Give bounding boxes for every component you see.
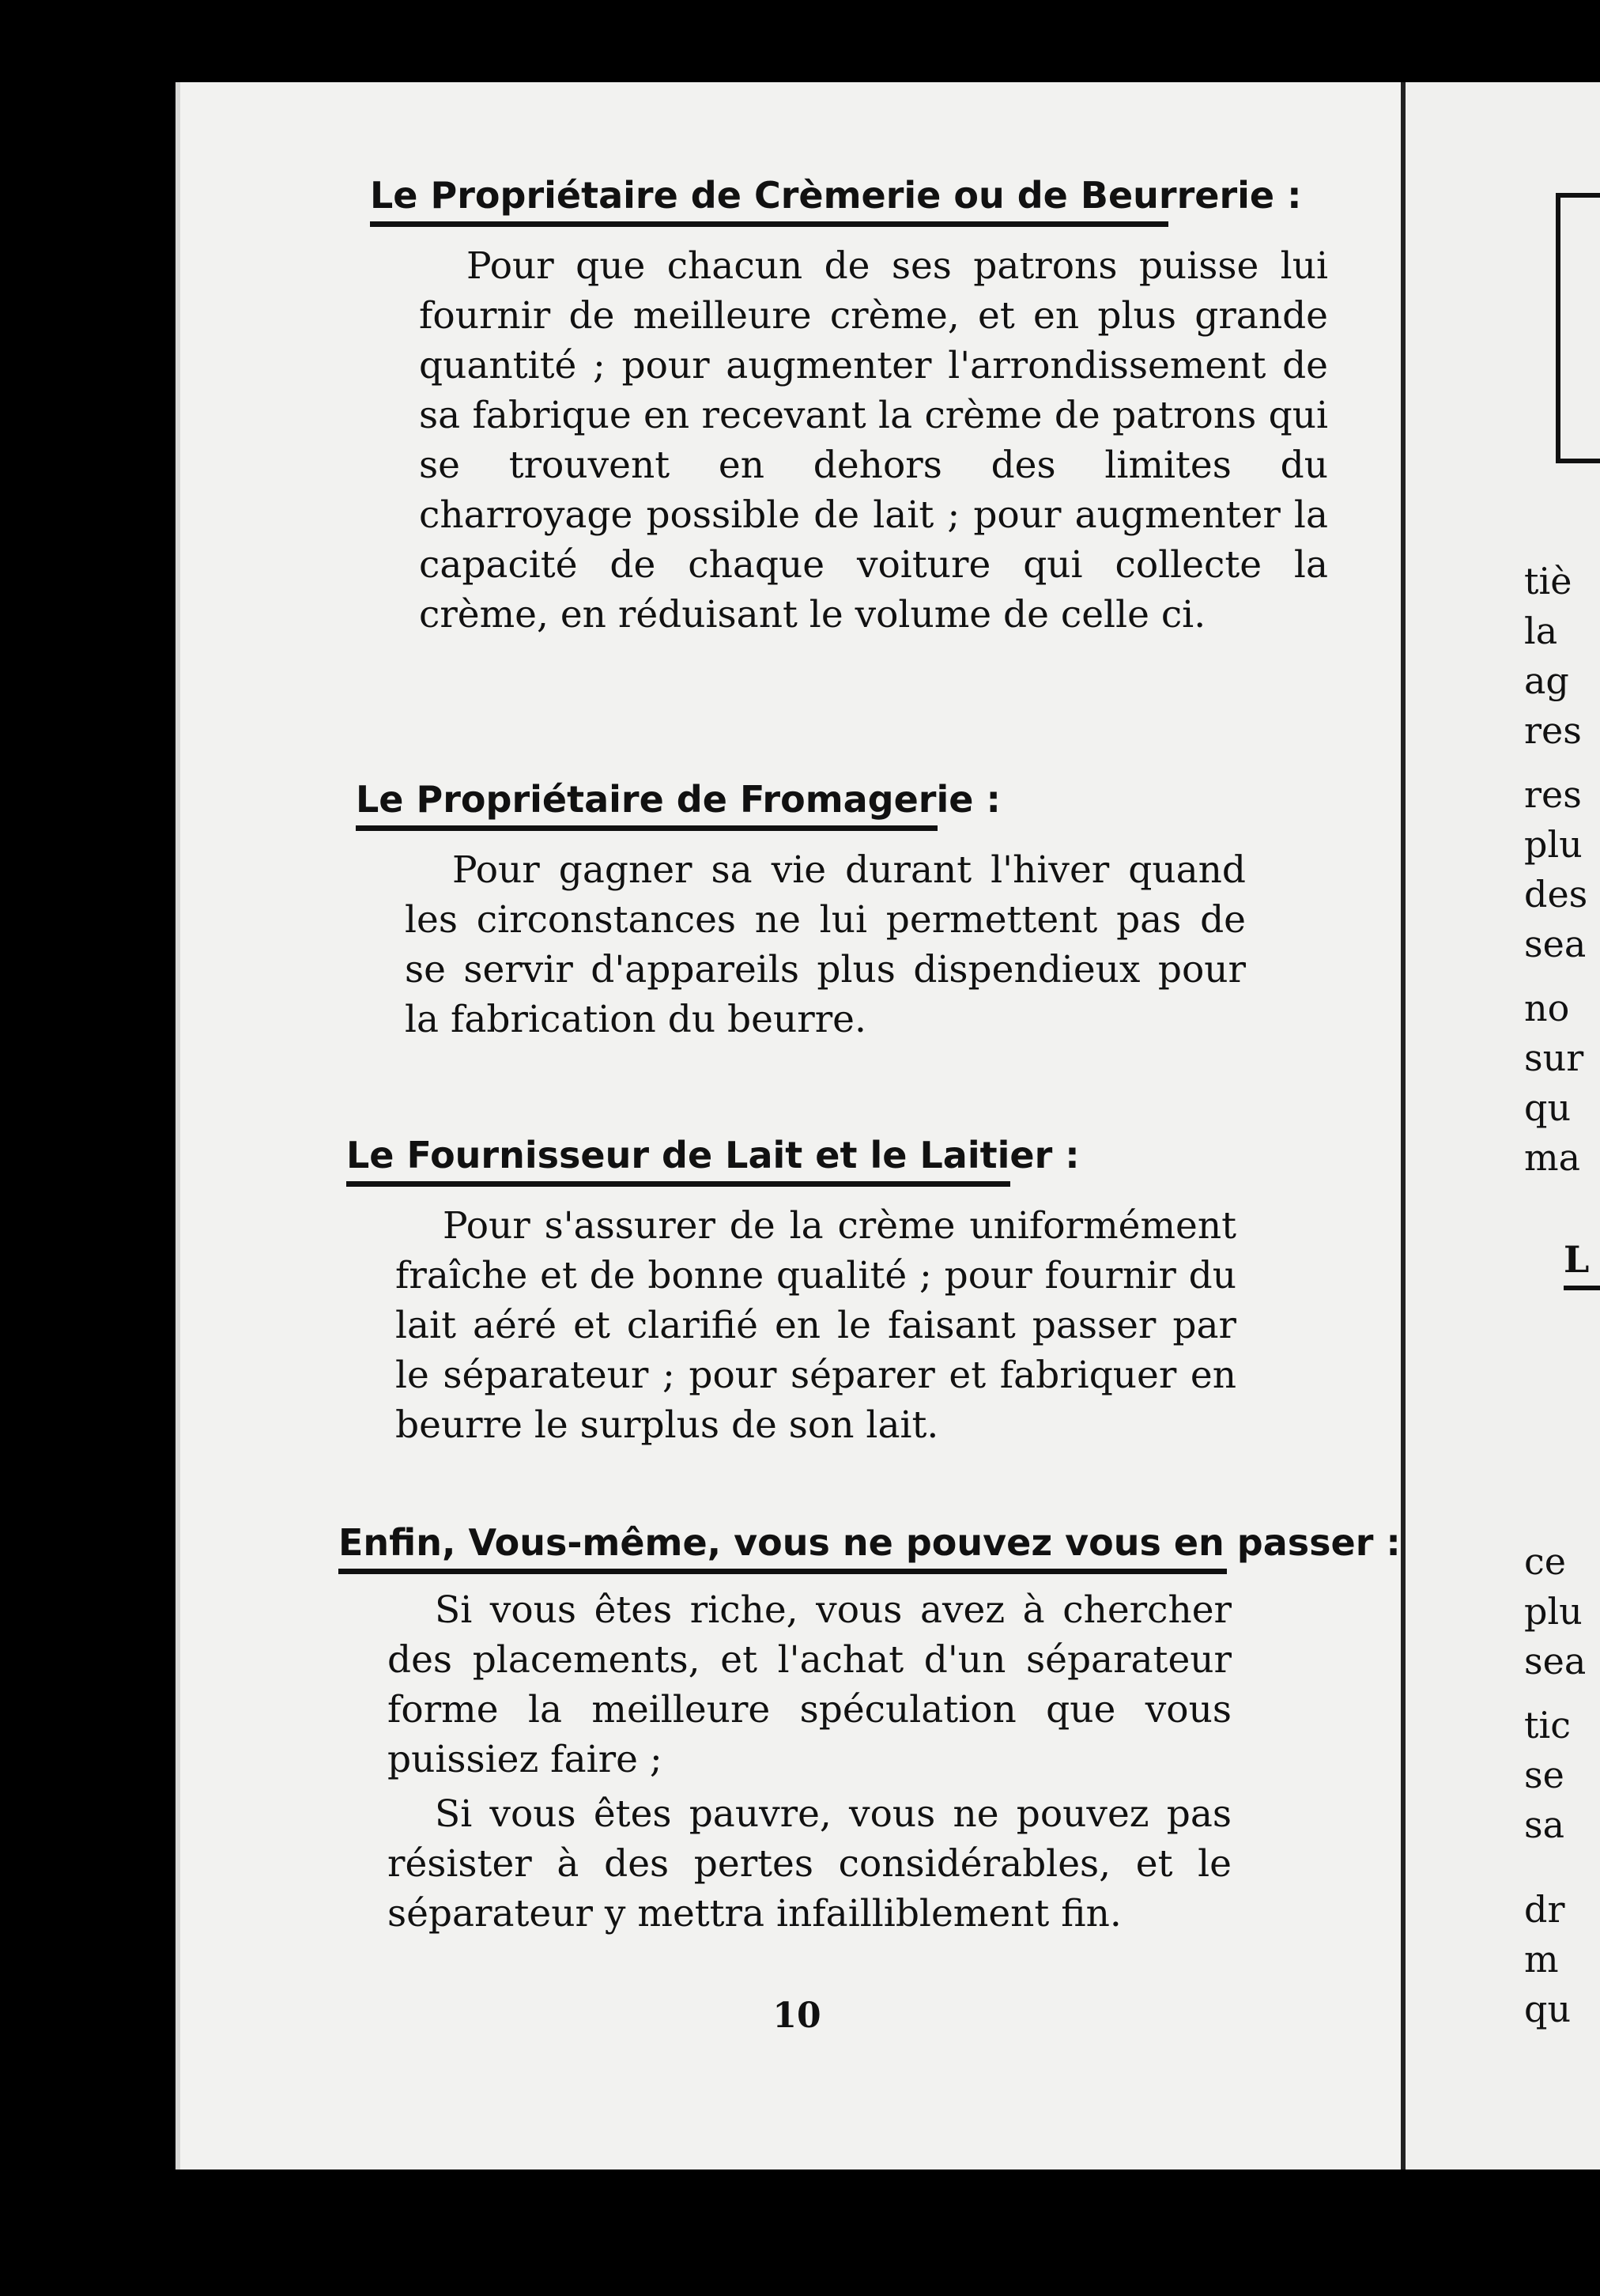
section-paragraph: Si vous êtes riche, vous avez à chercher des placements, et l'achat d'un séparateur forme la meilleure spéculation que vous puissiez faire ; (387, 1588, 1232, 1781)
text-fragment: la (1524, 610, 1558, 652)
text-fragment: des (1524, 873, 1588, 916)
text-fragment: res (1524, 773, 1582, 816)
text-fragment: res (1524, 709, 1582, 752)
text-fragment: no (1524, 987, 1570, 1029)
section-fromagerie (356, 778, 1447, 1044)
section-vous-meme (338, 1521, 1429, 1939)
text-fragment: ma (1524, 1136, 1581, 1179)
text-fragment: sea (1524, 1640, 1587, 1682)
section-paragraph: Si vous êtes pauvre, vous ne pouvez pas résister à des pertes considérables, et le séparateur y mettra infailliblement fin. (387, 1792, 1232, 1935)
left-page (175, 82, 1413, 2169)
text-fragment: plu (1524, 823, 1583, 866)
text-fragment: L (1564, 1238, 1590, 1281)
section-heading: Le Propriétaire de Crèmerie ou de Beurrerie : (370, 174, 1168, 227)
text-fragment: m (1524, 1938, 1559, 1981)
text-fragment: tiè (1524, 560, 1572, 602)
text-fragment: ce (1524, 1540, 1566, 1583)
section-heading: Enfin, Vous-même, vous ne pouvez vous en passer : (338, 1521, 1227, 1574)
section-cremerie (370, 174, 1461, 640)
section-paragraph: Pour gagner sa vie durant l'hiver quand les circonstances ne lui permettent pas de se servir d'appareils plus dispendieux pour la fabrication du beurre. (405, 848, 1246, 1041)
text-fragment: sea (1524, 923, 1587, 965)
section-paragraph: Pour que chacun de ses patrons puisse lui fournir de meilleure crème, et en plus grande quantité ; pour augmenter l'arrondissement de sa fabrique en recevant la crème de patrons qui se trouvent en dehors des limites du charroyage possible de lait ; pour augmenter la capacité de chaque voiture qui collecte la crème, en réduisant le volume de celle ci. (419, 244, 1328, 636)
text-fragment: sa (1524, 1803, 1565, 1846)
text-fragment: qu (1524, 1988, 1572, 2030)
text-fragment: se (1524, 1754, 1564, 1796)
text-fragment: dr (1524, 1888, 1565, 1931)
text-fragment: plu (1524, 1590, 1583, 1633)
section-paragraph: Pour s'assurer de la crème uniformément fraîche et de bonne qualité ; pour fournir du lait aéré et clarifié en le faisant passer par le séparateur ; pour séparer et fabriquer en beurre le surplus de son lait. (395, 1204, 1236, 1447)
text-fragment: sur (1524, 1037, 1584, 1079)
page-number: 10 (772, 1996, 821, 2036)
section-heading: Le Propriétaire de Fromagerie : (356, 778, 938, 831)
heading-rule (1564, 1286, 1600, 1290)
section-heading: Le Fournisseur de Lait et le Laitier : (346, 1134, 1010, 1187)
section-fournisseur (346, 1134, 1437, 1450)
text-fragment: tic (1524, 1704, 1571, 1747)
right-page-edge (1401, 82, 1600, 2169)
text-fragment: ag (1524, 659, 1569, 702)
text-fragment: qu (1524, 1086, 1572, 1129)
ornamental-frame (1556, 193, 1600, 463)
